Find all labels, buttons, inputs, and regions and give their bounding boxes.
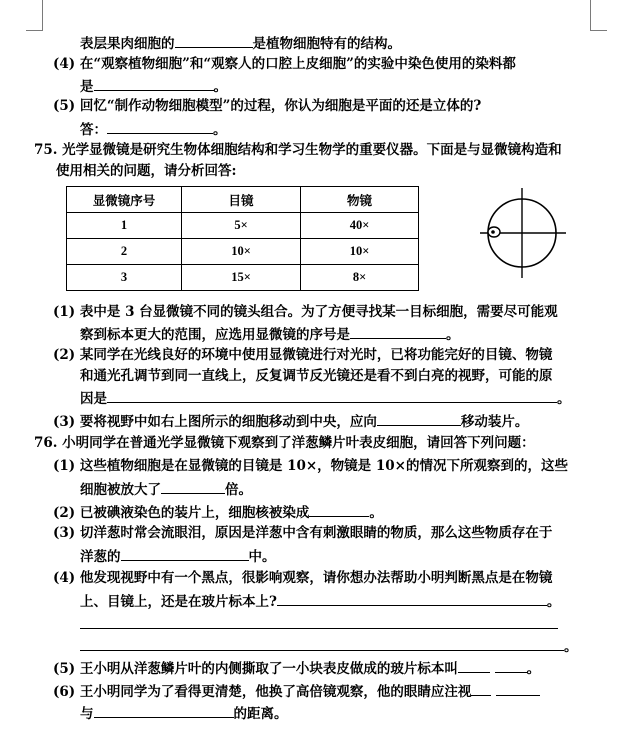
line-text: 因是 xyxy=(80,391,107,407)
answer-blank[interactable] xyxy=(496,681,540,696)
line-text: 。 xyxy=(557,391,571,407)
answer-blank[interactable] xyxy=(107,388,557,403)
text-line xyxy=(53,346,552,364)
table-row xyxy=(67,265,419,291)
text-line xyxy=(34,434,535,452)
microscope-table xyxy=(66,186,419,291)
answer-blank[interactable] xyxy=(471,681,491,696)
line-text: (3) 切洋葱时常会流眼泪，原因是洋葱中含有刺激眼睛的物质，那么这些物质存在于 xyxy=(53,525,553,541)
text-line xyxy=(34,141,562,159)
answer-blank[interactable] xyxy=(377,411,461,426)
text-line xyxy=(53,303,558,321)
line-text: 。 xyxy=(369,505,383,521)
text-line xyxy=(56,162,236,180)
text-line xyxy=(53,658,540,678)
answer-blank[interactable] xyxy=(309,502,369,517)
line-text: (2) 已被碘液染色的装片上，细胞核被染成 xyxy=(53,505,310,521)
line-text: 75. 光学显微镜是研究生物体细胞结构和学习生物学的重要仪器。下面是与显微镜构造和 xyxy=(34,142,562,158)
table-cell: 8× xyxy=(301,265,419,291)
answer-blank[interactable] xyxy=(94,703,234,718)
text-line xyxy=(80,591,560,611)
table-cell: 2 xyxy=(67,239,182,265)
table-cell: 15× xyxy=(182,265,301,291)
text-line xyxy=(53,569,552,587)
text-line xyxy=(80,614,558,634)
answer-blank[interactable] xyxy=(277,591,547,606)
text-line xyxy=(80,479,252,499)
table-header-cell: 显微镜序号 xyxy=(67,187,182,213)
line-text: 上、目镜上，还是在玻片标本上? xyxy=(80,594,277,610)
answer-blank[interactable] xyxy=(94,76,214,91)
line-text: 使用相关的问题，请分析回答: xyxy=(56,163,237,179)
table-header-cell: 目镜 xyxy=(182,187,301,213)
answer-blank[interactable] xyxy=(350,324,446,339)
text-line xyxy=(53,524,552,542)
text-line xyxy=(53,681,540,701)
cell-nucleus-icon xyxy=(491,230,495,234)
text-line xyxy=(80,33,401,53)
line-text: 。 xyxy=(213,79,227,95)
line-text: 答： xyxy=(80,122,107,138)
text-line xyxy=(53,411,528,431)
table-header-cell: 物镜 xyxy=(301,187,419,213)
line-text: 。 xyxy=(446,327,460,343)
line-text: 是植物细胞特有的结构。 xyxy=(252,36,401,52)
line-text: (4) 在“观察植物细胞”和“观察人的口腔上皮细胞”的实验中染色使用的染料都 xyxy=(53,56,516,72)
line-text: (4) 他发现视野中有一个黑点，很影响观察，请你想办法帮助小明判断黑点是在物镜 xyxy=(53,570,553,586)
text-line xyxy=(80,367,553,385)
line-text: 与 xyxy=(80,706,94,722)
text-line xyxy=(53,502,383,522)
table-cell: 3 xyxy=(67,265,182,291)
line-text: (2) 某同学在光线良好的环境中使用显微镜进行对光时，已将功能完好的目镜、物镜 xyxy=(53,347,553,363)
answer-blank[interactable] xyxy=(495,658,527,673)
line-text: (1) 表中是 3 台显微镜不同的镜头组合。为了方便寻找某一目标细胞，需要尽可能观 xyxy=(53,304,558,320)
answer-blank[interactable] xyxy=(175,33,253,48)
text-line xyxy=(80,546,276,566)
text-line xyxy=(80,119,227,139)
line-text: 中。 xyxy=(248,549,276,565)
table-header-row xyxy=(67,187,419,213)
answer-blank[interactable] xyxy=(80,614,558,629)
line-text: 是 xyxy=(80,79,94,95)
answer-blank[interactable] xyxy=(121,546,249,561)
line-text: 。 xyxy=(526,661,541,677)
line-text: 。 xyxy=(546,594,561,610)
line-text: (5) 回忆“制作动物细胞模型”的过程，你认为细胞是平面的还是立体的? xyxy=(53,98,482,114)
text-line xyxy=(80,636,578,656)
line-text: 表层果肉细胞的 xyxy=(80,36,175,52)
line-text: (3) 要将视野中如右上图所示的细胞移动到中央，应向 xyxy=(53,414,377,430)
line-text: 移动装片。 xyxy=(460,414,529,430)
line-text: 倍。 xyxy=(225,482,252,498)
line-text: (1) 这些植物细胞是在显微镜的目镜是 10×，物镜是 10×的情况下所观察到的，这些 xyxy=(53,458,568,474)
line-text: 的距离。 xyxy=(233,706,288,722)
line-text: 洋葱的 xyxy=(80,549,121,565)
crop-mark-left-horizontal xyxy=(26,30,43,31)
crop-mark-left-vertical xyxy=(42,0,43,30)
text-line xyxy=(80,76,227,96)
text-line xyxy=(80,703,288,723)
line-text: (6) 王小明同学为了看得更清楚，他换了高倍镜观察，他的眼睛应注视 xyxy=(53,684,472,700)
line-text: 和通光孔调节到同一直线上，反复调节反光镜还是看不到白亮的视野，可能的原 xyxy=(80,368,553,384)
table-cell: 10× xyxy=(301,239,419,265)
text-line xyxy=(80,324,460,344)
line-text: (5) 王小明从洋葱鳞片叶的内侧撕取了一小块表皮做成的玻片标本叫 xyxy=(53,661,458,677)
line-text: 察到标本更大的范围，应选用显微镜的序号是 xyxy=(80,327,350,343)
table-cell: 40× xyxy=(301,213,419,239)
table-cell: 5× xyxy=(182,213,301,239)
text-line xyxy=(80,388,571,408)
table-cell: 10× xyxy=(182,239,301,265)
line-text: 细胞被放大了 xyxy=(80,482,161,498)
line-text: 。 xyxy=(213,122,227,138)
table-cell: 1 xyxy=(67,213,182,239)
answer-blank[interactable] xyxy=(107,119,213,134)
text-line xyxy=(53,55,516,73)
crop-mark-right-vertical xyxy=(590,0,591,30)
line-text: 76. 小明同学在普通光学显微镜下观察到了洋葱鳞片叶表皮细胞，请回答下列问题： xyxy=(34,435,535,451)
text-line xyxy=(53,97,481,115)
crop-mark-right-horizontal xyxy=(590,30,607,31)
table-row xyxy=(67,213,419,239)
answer-blank[interactable] xyxy=(458,658,490,673)
line-text: 。 xyxy=(564,639,578,655)
answer-blank[interactable] xyxy=(80,636,564,651)
answer-blank[interactable] xyxy=(161,479,225,494)
text-line xyxy=(53,457,568,475)
table-row xyxy=(67,239,419,265)
field-of-view-diagram xyxy=(478,183,578,283)
